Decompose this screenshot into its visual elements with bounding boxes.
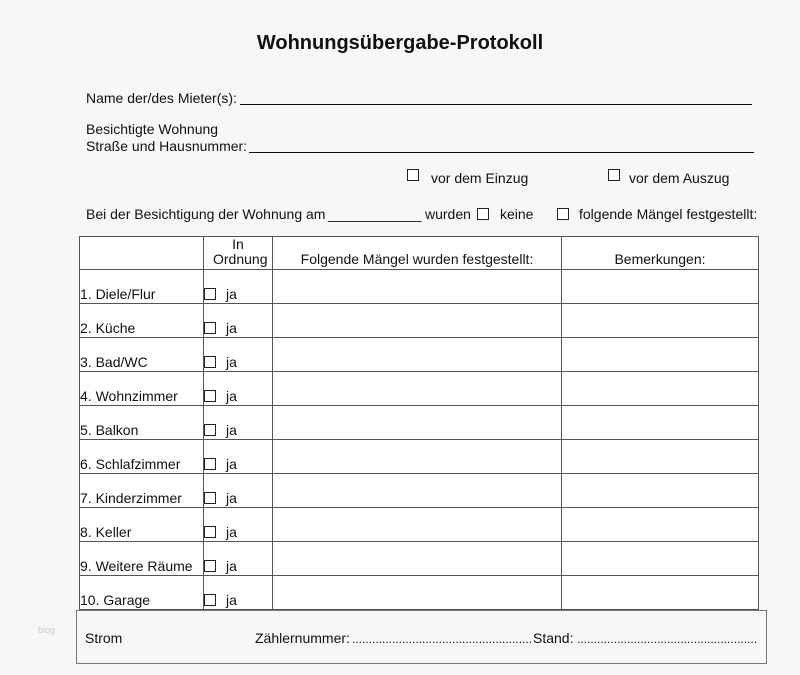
- no-defects-checkbox[interactable]: [477, 206, 489, 222]
- table-row: [80, 440, 759, 474]
- inspection-date-field[interactable]: ____________: [328, 206, 422, 222]
- defects-cell[interactable]: [273, 474, 562, 508]
- table-row: [80, 542, 759, 576]
- remarks-cell[interactable]: [562, 304, 759, 338]
- table-row: [80, 508, 759, 542]
- remarks-cell[interactable]: [562, 576, 759, 610]
- defects-cell[interactable]: [273, 372, 562, 406]
- in-order-checkbox[interactable]: [204, 594, 216, 606]
- meter-reading-field[interactable]: ......................................................: [577, 632, 758, 646]
- remarks-cell[interactable]: [562, 474, 759, 508]
- defects-cell[interactable]: [273, 338, 562, 372]
- in-order-label: ja: [226, 354, 237, 370]
- tenant-name-label: Name der/des Mieter(s):: [86, 90, 237, 106]
- in-order-cell: [204, 406, 273, 440]
- table-header-row: [80, 237, 759, 270]
- tenant-name-field[interactable]: [240, 104, 752, 105]
- move-out-label: vor dem Auszug: [629, 170, 730, 186]
- in-order-label: ja: [226, 558, 237, 574]
- defects-cell[interactable]: [273, 406, 562, 440]
- table-row: [80, 576, 759, 610]
- in-order-checkbox[interactable]: [204, 560, 216, 572]
- room-name: 1. Diele/Flur: [80, 270, 204, 304]
- table-row: [80, 372, 759, 406]
- in-order-label: ja: [226, 490, 237, 506]
- table-row: [80, 304, 759, 338]
- street-field[interactable]: [249, 152, 754, 153]
- meter-reading-label: Stand:: [533, 630, 574, 646]
- room-name: 3. Bad/WC: [80, 338, 204, 372]
- defects-cell[interactable]: [273, 508, 562, 542]
- no-defects-label: keine: [500, 206, 534, 222]
- meter-number-field[interactable]: ......................................................: [352, 632, 533, 646]
- room-name: 10. Garage: [80, 576, 204, 610]
- in-order-label: ja: [226, 592, 237, 608]
- in-order-checkbox[interactable]: [204, 526, 216, 538]
- in-order-cell: [204, 542, 273, 576]
- room-name: 2. Küche: [80, 304, 204, 338]
- defects-cell[interactable]: [273, 270, 562, 304]
- page-title: Wohnungsübergabe-Protokoll: [256, 32, 544, 54]
- room-name: 4. Wohnzimmer: [80, 372, 204, 406]
- in-order-label: ja: [226, 422, 237, 438]
- in-order-label: ja: [226, 286, 237, 302]
- remarks-cell[interactable]: [562, 542, 759, 576]
- in-order-label: ja: [226, 388, 237, 404]
- in-order-cell: [204, 508, 273, 542]
- remarks-cell[interactable]: [562, 440, 759, 474]
- meter-reading-box: [76, 610, 767, 664]
- inspection-text: Bei der Besichtigung der Wohnung am: [86, 206, 326, 222]
- remarks-cell[interactable]: [562, 372, 759, 406]
- defects-found-label: folgende Mängel festgestellt:: [579, 206, 758, 222]
- room-name: 6. Schlafzimmer: [80, 440, 204, 474]
- in-order-column-header: In Ordnung: [204, 237, 273, 270]
- were-label: wurden: [425, 206, 471, 222]
- in-order-checkbox[interactable]: [204, 322, 216, 334]
- in-order-checkbox[interactable]: [204, 288, 216, 300]
- remarks-cell[interactable]: [562, 270, 759, 304]
- room-name: 8. Keller: [80, 508, 204, 542]
- defects-cell[interactable]: [273, 304, 562, 338]
- room-name: 9. Weitere Räume: [80, 542, 204, 576]
- room-name: 7. Kinderzimmer: [80, 474, 204, 508]
- defects-found-checkbox[interactable]: [557, 206, 569, 222]
- table-row: [80, 270, 759, 304]
- remarks-column-header: Bemerkungen:: [562, 237, 759, 270]
- apartment-label: Besichtigte Wohnung: [86, 121, 219, 137]
- defects-cell[interactable]: [273, 576, 562, 610]
- power-label: Strom: [85, 630, 123, 646]
- in-order-checkbox[interactable]: [204, 356, 216, 368]
- in-order-checkbox[interactable]: [204, 390, 216, 402]
- watermark-text: blog: [38, 625, 56, 635]
- table-row: [80, 338, 759, 372]
- in-order-cell: [204, 270, 273, 304]
- room-name: 5. Balkon: [80, 406, 204, 440]
- table-row: [80, 406, 759, 440]
- defects-cell[interactable]: [273, 542, 562, 576]
- in-order-cell: [204, 474, 273, 508]
- room-column-header: [80, 237, 204, 270]
- remarks-cell[interactable]: [562, 508, 759, 542]
- defects-cell[interactable]: [273, 440, 562, 474]
- in-order-cell: [204, 576, 273, 610]
- meter-number-label: Zählernummer:: [255, 630, 350, 646]
- street-label: Straße und Hausnummer:: [86, 138, 248, 154]
- in-order-label: ja: [226, 524, 237, 540]
- remarks-cell[interactable]: [562, 338, 759, 372]
- move-in-label: vor dem Einzug: [431, 170, 529, 186]
- in-order-cell: [204, 338, 273, 372]
- remarks-cell[interactable]: [562, 406, 759, 440]
- move-out-checkbox[interactable]: [608, 167, 620, 183]
- move-in-checkbox[interactable]: [407, 167, 419, 183]
- in-order-label: ja: [226, 456, 237, 472]
- in-order-label: ja: [226, 320, 237, 336]
- in-order-checkbox[interactable]: [204, 424, 216, 436]
- in-order-checkbox[interactable]: [204, 492, 216, 504]
- in-order-cell: [204, 304, 273, 338]
- in-order-cell: [204, 440, 273, 474]
- table-row: [80, 474, 759, 508]
- in-order-cell: [204, 372, 273, 406]
- room-inspection-table: [79, 236, 759, 610]
- in-order-checkbox[interactable]: [204, 458, 216, 470]
- defects-column-header: Folgende Mängel wurden festgestellt:: [273, 237, 562, 270]
